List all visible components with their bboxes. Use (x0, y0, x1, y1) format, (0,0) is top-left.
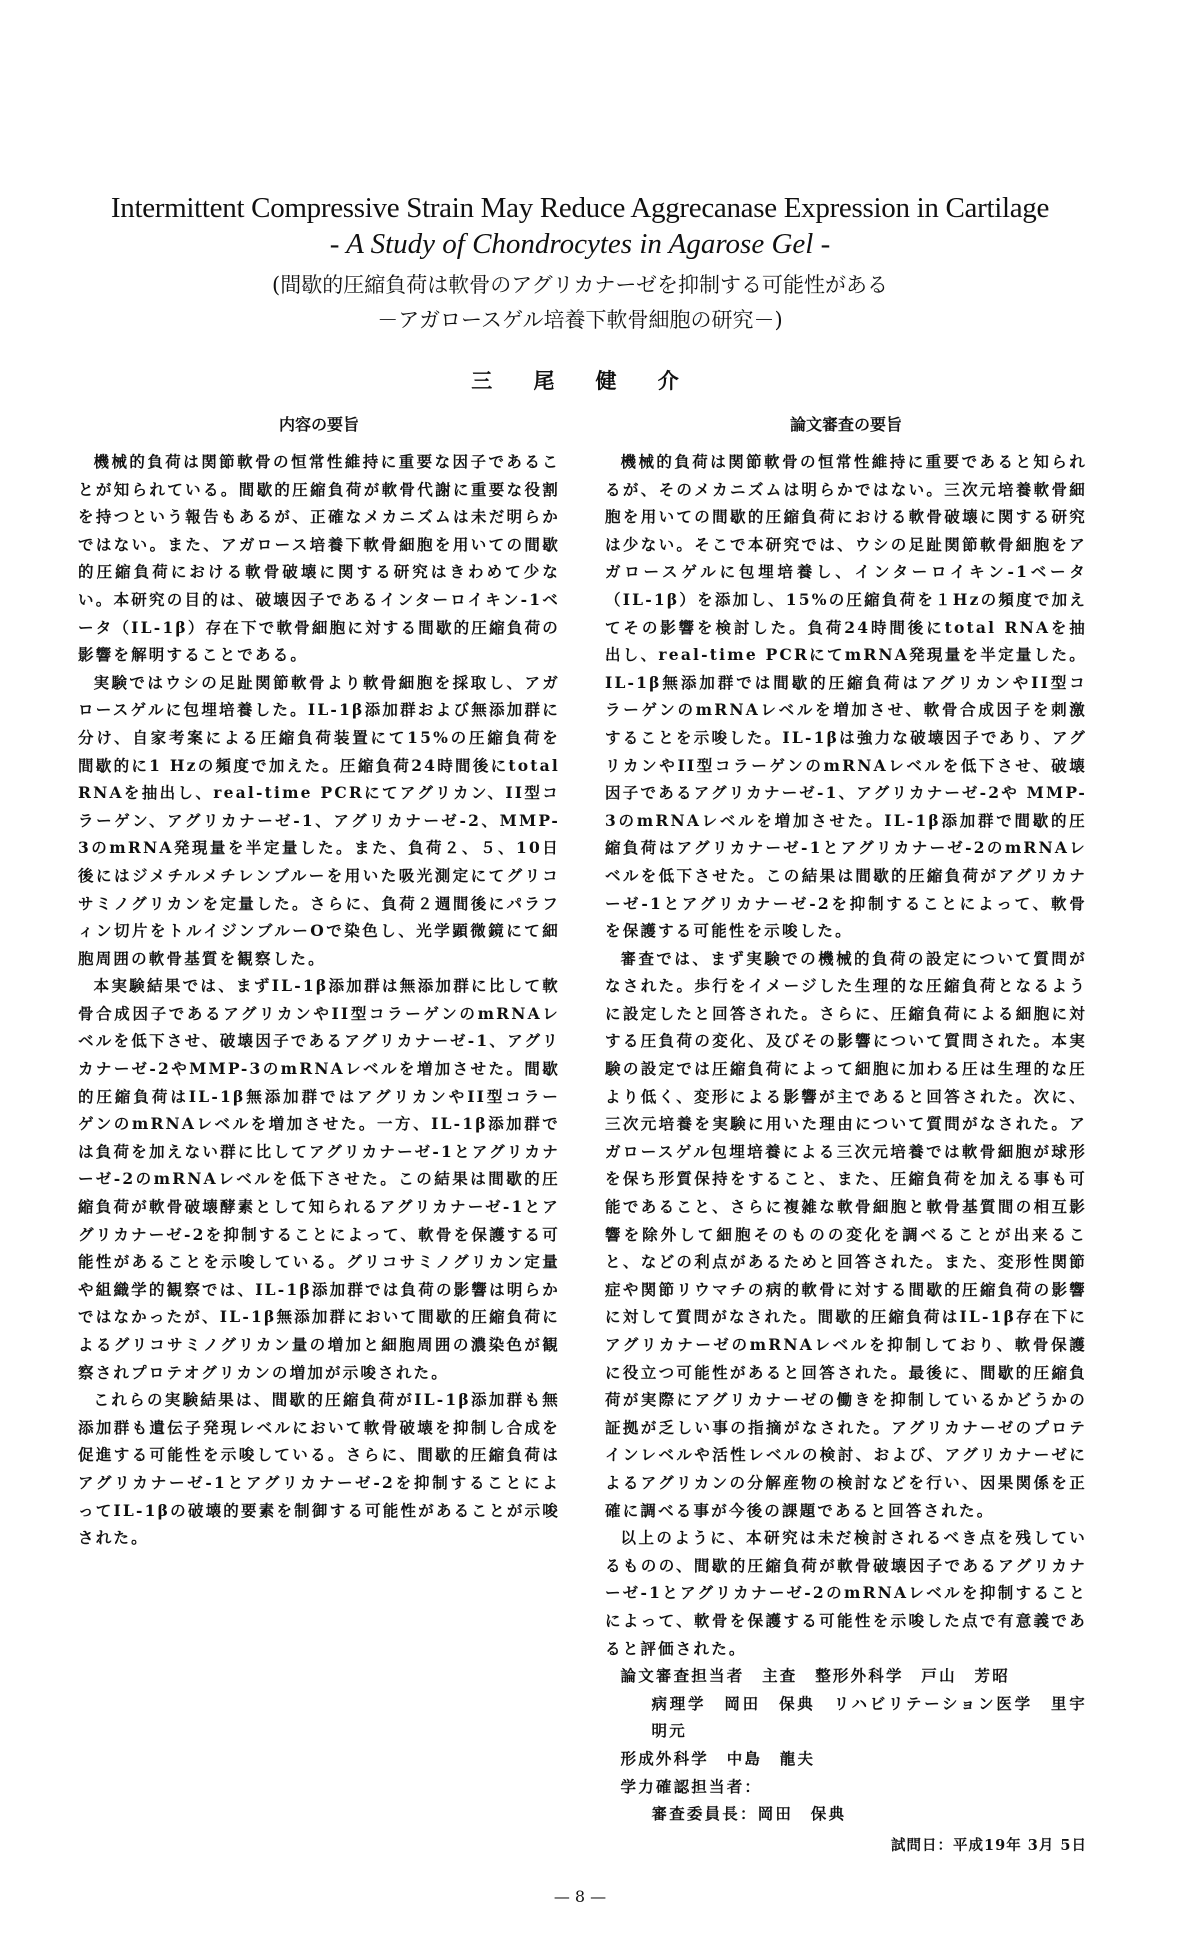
two-column-body (0, 414, 1160, 1858)
paragraph: これらの実験結果は、間歇的圧縮負荷がIL-1β添加群も無添加群も遺伝子発現レベルにおいて軟骨破壊を抑制し合成を促進する可能性を示唆している。さらに、間歇的圧縮負荷はアグリカナーゼ-1とアグリカナーゼ-2を抑制することによってIL-1βの破壊的要素を制御する可能性があることが示唆された。 (78, 1390, 560, 1548)
exam-date: 試問日：平成19年 3月 5日 (891, 1836, 1087, 1854)
content-summary-column (78, 414, 560, 1552)
paragraph: 以上のように、本研究は未だ検討されるべき点を残しているものの、間歇的圧縮負荷が軟骨破壊因子であるアグリカナーゼ-1とアグリカナーゼ-2のmRNAレベルを抑制することによって、軟骨を保護する可能性を示唆した点で有意義であると評価された。 (605, 1528, 1087, 1658)
paragraph: 機械的負荷は関節軟骨の恒常性維持に重要であると知られるが、そのメカニズムは明らかではない。三次元培養軟骨細胞を用いての間歇的圧縮負荷における軟骨破壊に関する研究は少ない。そこで本研究では、ウシの足趾関節軟骨細胞をアガロースゲルに包埋培養し、インターロイキン-1ベータ（IL-1β）を添加し、15%の圧縮負荷を１Hzの頻度で加えてその影響を検討した。負荷24時間後にtotal RNAを抽出し、real-time PCRにてmRNA発現量を半定量した。IL-1β無添加群では間歇的圧縮負荷はアグリカンやII型コラーゲンのmRNAレベルを増加させ、軟骨合成因子を刺激することを示唆した。IL-1βは強力な破壊因子であり、アグリカンやII型コラーゲンのmRNAレベルを低下させ、破壊因子であるアグリカナーゼ-1、アグリカナーゼ-2や MMP-3のmRNAレベルを増加させた。IL-1β添加群で間歇的圧縮負荷はアグリカナーゼ-1とアグリカナーゼ-2のmRNAレベルを低下させた。この結果は間歇的圧縮負荷がアグリカナーゼ-1とアグリカナーゼ-2を抑制することによって、軟骨を保護する可能性を示唆した。 (605, 452, 1087, 941)
committee-line: 学力確認担当者： (620, 1776, 763, 1796)
review-committee (605, 1662, 1105, 1828)
committee-line: 論文審査担当者 主査 整形外科学 戸山 芳昭 (620, 1666, 1010, 1686)
page-number: — 8 — (553, 1886, 607, 1906)
paragraph: 審査では、まず実験での機械的負荷の設定について質問がなされた。歩行をイメージした生理的な圧縮負荷となるように設定したと回答された。さらに、圧縮負荷による細胞に対する圧負荷の変化、及びその影響について質問された。本実験の設定では圧縮負荷によって細胞に加わる圧は生理的な圧より低く、変形による影響が主であると回答された。次に、三次元培養を実験に用いた理由について質問がなされた。アガロースゲル包埋培養による三次元培養では軟骨細胞が球形を保ち形質保持をすること、また、圧縮負荷を加える事も可能であること、さらに複雑な軟骨細胞と軟骨基質間の相互影響を除外して細胞そのものの変化を調べることが出来ること、などの利点があるためと回答された。また、変形性関節症や関節リウマチの病的軟骨に対する間歇的圧縮負荷の影響に対して質問がなされた。間歇的圧縮負荷はIL-1β存在下にアグリカナーゼのmRNAレベルを抑制しており、軟骨保護に役立つ可能性があると回答された。最後に、間歇的圧縮負荷が実際にアグリカナーゼの働きを抑制しているかどうかの証拠が乏しい事の指摘がなされた。アグリカナーゼのプロテインレベルや活性レベルの検討、および、アグリカナーゼによるアグリカンの分解産物の検討などを行い、因果関係を正確に調べる事が今後の課題であると回答された。 (605, 948, 1087, 1520)
committee-line: 審査委員長：岡田 保典 (651, 1804, 847, 1824)
paragraph: 機械的負荷は関節軟骨の恒常性維持に重要な因子であることが知られている。間歇的圧縮負荷が軟骨代謝に重要な役割を持つという報告もあるが、正確なメカニズムは未だ明らかではない。また、アガロース培養下軟骨細胞を用いての間歇的圧縮負荷における軟骨破壊に関する研究はきわめて少ない。本研究の目的は、破壊因子であるインターロイキン-1ベータ（IL-1β）存在下で軟骨細胞に対する間歇的圧縮負荷の影響を解明することである。 (78, 452, 560, 665)
committee-line: 形成外科学 中島 龍夫 (620, 1748, 816, 1768)
japanese-title-line2: －アガロースゲル培養下軟骨細胞の研究－) (377, 308, 783, 332)
english-title: Intermittent Compressive Strain May Reduce Aggrecanase Expression in Cartilage (110, 192, 1050, 224)
committee-line: 病理学 岡田 保典 リハビリテーション医学 里宇 明元 (651, 1693, 1105, 1741)
paragraph: 本実験結果では、まずIL-1β添加群は無添加群に比して軟骨合成因子であるアグリカンやII型コラーゲンのmRNAレベルを低下させ、破壊因子であるアグリカナーゼ-1、アグリカナーゼ-2やMMP-3のmRNAレベルを増加させた。間歇的圧縮負荷はIL-1β無添加群ではアグリカンやII型コラーゲンのmRNAレベルを増加させた。一方、IL-1β添加群では負荷を加えない群に比してアグリカナーゼ-1とアグリカナーゼ-2のmRNAレベルを低下させた。この結果は間歇的圧縮負荷が軟骨破壊酵素として知られるアグリカナーゼ-1とアグリカナーゼ-2を抑制することによって、軟骨を保護する可能性があることを示唆している。グリコサミノグリカン定量や組織学的観察では、IL-1β添加群では負荷の影響は明らかではなかったが、IL-1β無添加群において間歇的圧縮負荷によるグリコサミノグリカン量の増加と細胞周囲の濃染色が観察されプロテオグリカンの増加が示唆された。 (78, 976, 560, 1382)
review-summary-column (605, 414, 1105, 1858)
left-column-heading: 内容の要旨 (278, 415, 359, 434)
english-subtitle: - A Study of Chondrocytes in Agarose Gel - (329, 228, 831, 260)
author-name: 三 尾 健 介 (471, 368, 689, 393)
japanese-title-line1: (間歇的圧縮負荷は軟骨のアグリカナーゼを抑制する可能性がある (272, 273, 888, 297)
paragraph: 実験ではウシの足趾関節軟骨より軟骨細胞を採取し、アガロースゲルに包埋培養した。IL-1β添加群および無添加群に分け、自家考案による圧縮負荷装置にて15%の圧縮負荷を間歇的に1 Hzの頻度で加えた。圧縮負荷24時間後にtotal RNAを抽出し、real-time PCRにてアグリカン、II型コラーゲン、アグリカナーゼ-1、アグリカナーゼ-2、MMP-3のmRNA発現量を半定量した。また、負荷２、５、10日後にはジメチルメチレンブルーを用いた吸光測定にてグリコサミノグリカンを定量した。さらに、負荷２週間後にパラフィン切片をトルイジンブルーOで染色し、光学顕微鏡にて細胞周囲の軟骨基質を観察した。 (78, 672, 560, 968)
right-column-heading: 論文審査の要旨 (789, 415, 902, 434)
